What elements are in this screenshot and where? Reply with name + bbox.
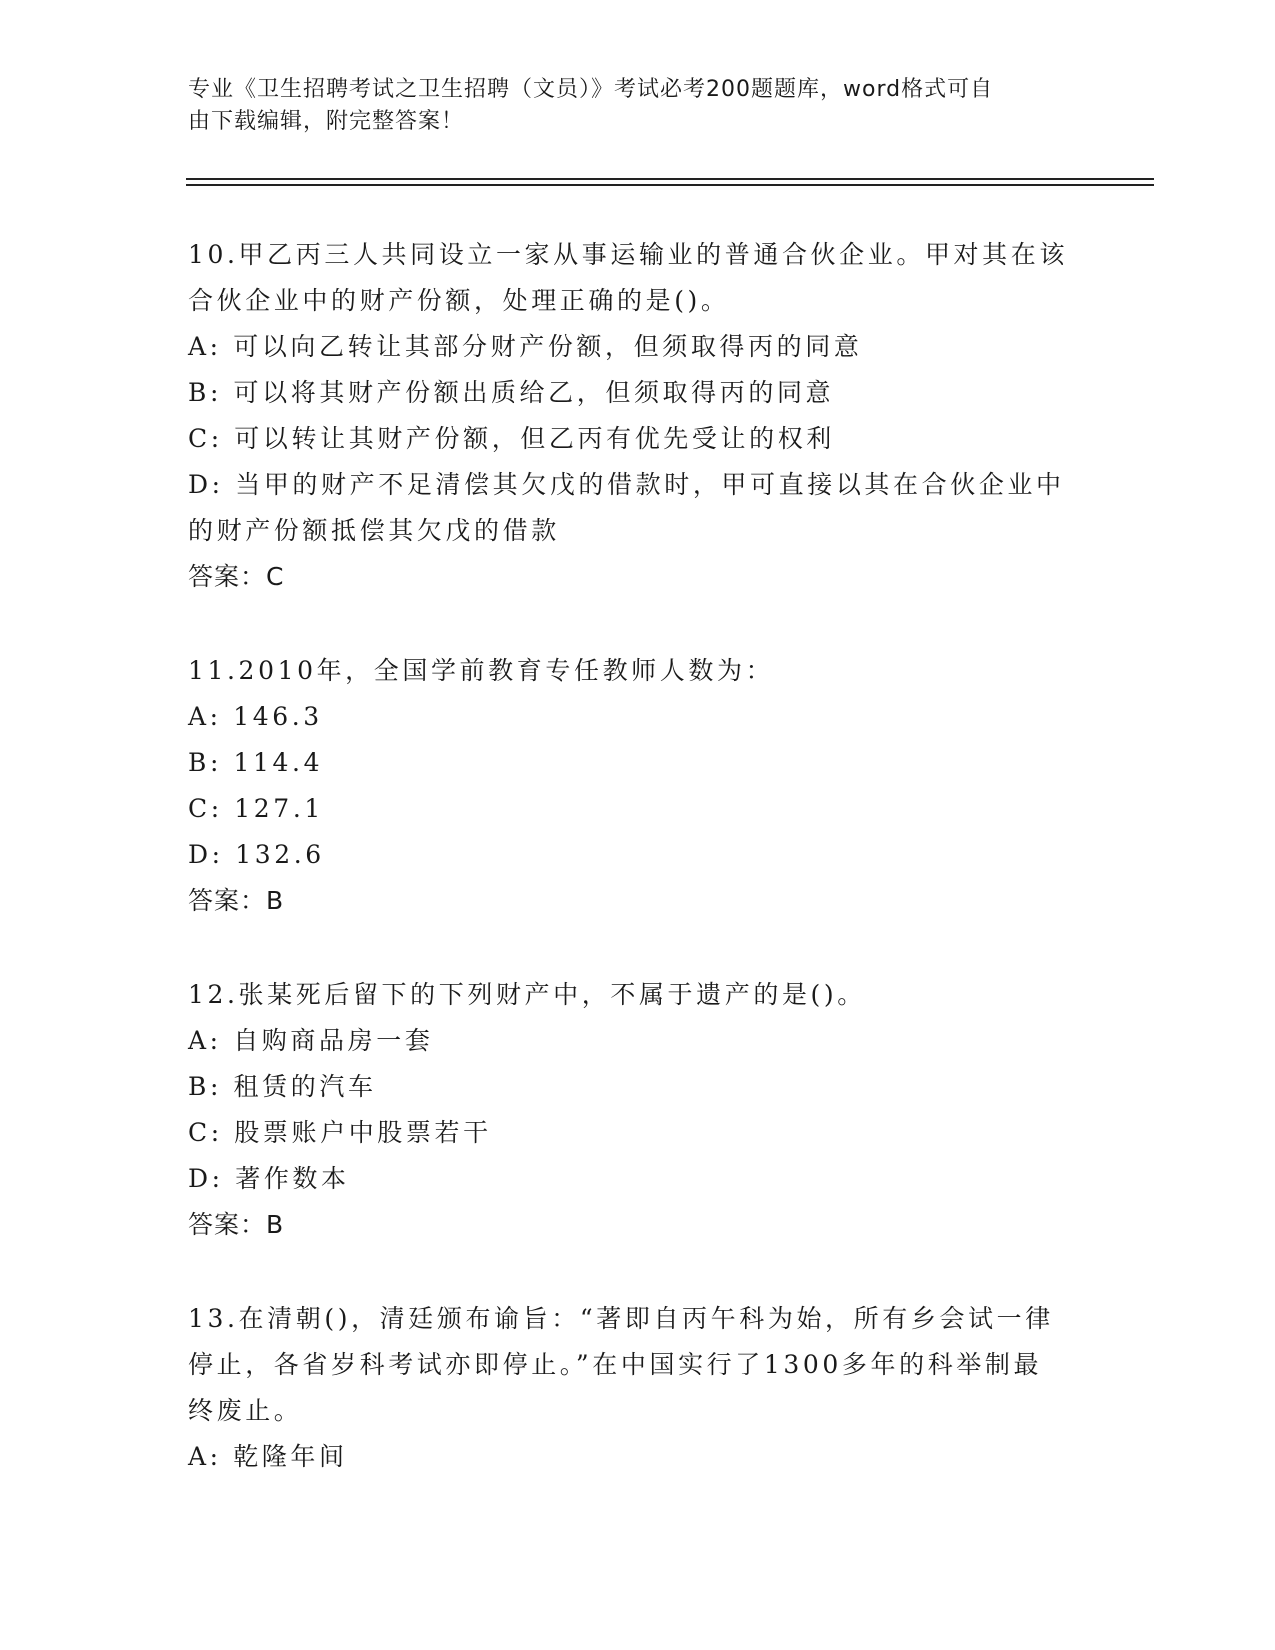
- option-a: A: 乾隆年间: [188, 1442, 348, 1471]
- option-d-continued: 的财产份额抵偿其欠戊的借款: [188, 516, 560, 545]
- header-divider-bottom: [186, 184, 1154, 186]
- document-header: [188, 74, 1078, 138]
- answer: 答案：B: [188, 1210, 285, 1239]
- option-d: D: 当甲的财产不足清偿其欠戊的借款时，甲可直接以其在合伙企业中: [188, 470, 1065, 499]
- question-text-line: 12.张某死后留下的下列财产中，不属于遗产的是()。: [188, 980, 866, 1009]
- question-13: [188, 1296, 1088, 1480]
- question-text-line: 合伙企业中的财产份额，处理正确的是()。: [188, 286, 730, 315]
- option-c: C: 可以转让其财产份额，但乙丙有优先受让的权利: [188, 424, 835, 453]
- option-d: D: 著作数本: [188, 1164, 350, 1193]
- question-10: [188, 232, 1088, 600]
- option-a: A: 146.3: [188, 702, 323, 731]
- option-b: B: 租赁的汽车: [188, 1072, 377, 1101]
- header-divider-top: [186, 178, 1154, 180]
- question-11: [188, 648, 1088, 924]
- question-12: [188, 972, 1088, 1248]
- question-text-line: 终废止。: [188, 1396, 303, 1425]
- question-text-line: 13.在清朝()，清廷颁布谕旨：“著即自丙午科为始，所有乡会试一律: [188, 1304, 1054, 1333]
- answer: 答案：C: [188, 562, 285, 591]
- option-a: A: 可以向乙转让其部分财产份额，但须取得丙的同意: [188, 332, 863, 361]
- question-list: [188, 232, 1088, 1528]
- question-text-line: 11.2010年，全国学前教育专任教师人数为：: [188, 656, 775, 685]
- option-c: C: 股票账户中股票若干: [188, 1118, 492, 1147]
- option-d: D: 132.6: [188, 840, 325, 869]
- option-b: B: 可以将其财产份额出质给乙，但须取得丙的同意: [188, 378, 835, 407]
- option-a: A: 自购商品房一套: [188, 1026, 434, 1055]
- question-text-line: 10.甲乙丙三人共同设立一家从事运输业的普通合伙企业。甲对其在该: [188, 240, 1068, 269]
- option-c: C: 127.1: [188, 794, 324, 823]
- option-b: B: 114.4: [188, 748, 324, 777]
- answer: 答案：B: [188, 886, 285, 915]
- question-text-line: 停止，各省岁科考试亦即停止。”在中国实行了1300多年的科举制最: [188, 1350, 1043, 1379]
- header-line-2: 由下载编辑，附完整答案！: [188, 109, 465, 134]
- header-line-1: 专业《卫生招聘考试之卫生招聘（文员）》考试必考200题题库，word格式可自: [188, 77, 994, 102]
